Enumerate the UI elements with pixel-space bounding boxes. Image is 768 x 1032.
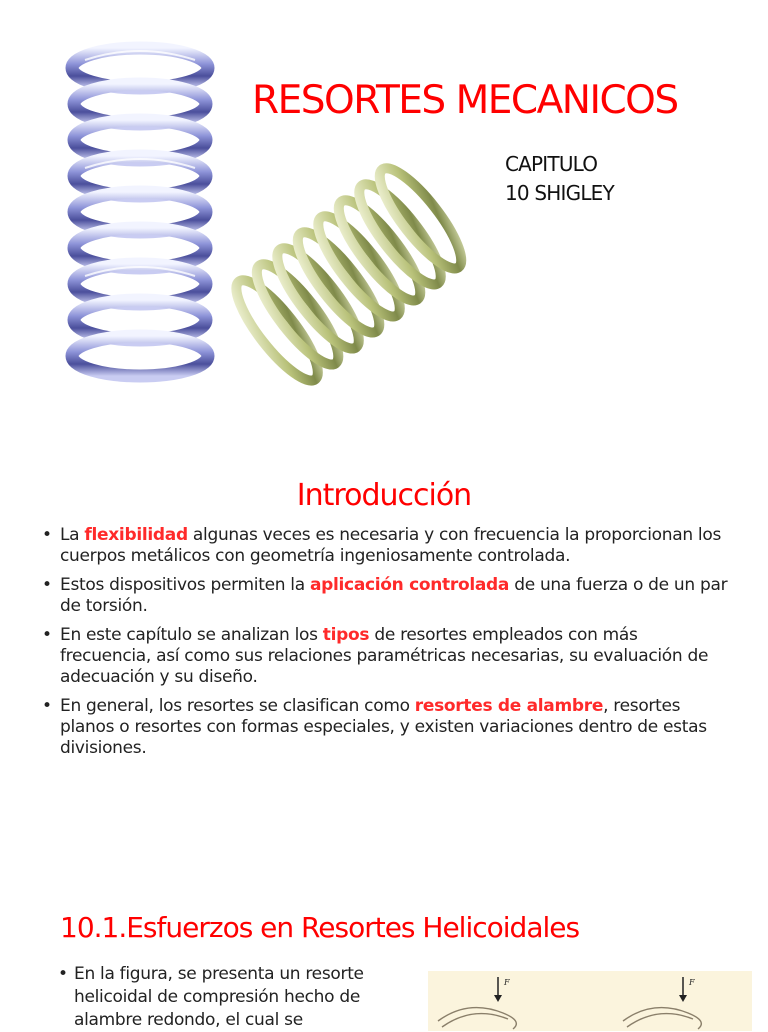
bullet-item (58, 963, 403, 1032)
bullet-text: En la figura, se presenta un resorte helicoidal de compresión hecho de alambre redondo, el cual se (74, 964, 364, 1030)
bullet-icon: • (42, 625, 52, 645)
intro-bullet-list (42, 525, 732, 767)
force-label: F (689, 978, 695, 987)
bullet-item: • En general, los resortes se clasifican como resortes de alambre, resortes planos o resortes con formas especiales, y existen variaciones dentro de estas divisiones. (42, 696, 707, 758)
highlight-text: flexibilidad (84, 525, 188, 545)
bullet-item: • Estos dispositivos permiten la aplicación controlada de una fuerza o de un par de torsión. (42, 575, 728, 616)
slide-subtitle: CAPITULO 10 SHIGLEY (505, 152, 614, 205)
title-slide (0, 0, 768, 440)
bullet-item: • La flexibilidad algunas veces es necesaria y con frecuencia la proporcionan los cuerpos metálicos con geometría ingeniosamente controlada. (42, 525, 722, 566)
highlight-text: aplicación controlada (309, 575, 510, 595)
bullet-icon: • (58, 964, 68, 984)
bullet-icon: • (42, 575, 52, 595)
section-slide (0, 885, 768, 1030)
green-spring-image (218, 150, 478, 400)
slide-title: RESORTES MECANICOS (252, 78, 678, 123)
section-heading: 10.1.Esfuerzos en Resortes Helicoidales (60, 911, 580, 944)
intro-slide (0, 450, 768, 880)
blue-spring-image (55, 30, 225, 400)
bullet-icon: • (42, 696, 52, 716)
highlight-text: resortes de alambre (414, 696, 604, 716)
force-label: F (504, 978, 510, 987)
intro-heading: Introducción (296, 478, 472, 513)
bullet-icon: • (42, 525, 52, 545)
highlight-text: tipos (322, 625, 370, 645)
bullet-item: • En este capítulo se analizan los tipos de resortes empleados con más frecuencia, así como sus relaciones paramétricas necesarias, su evaluación de adecuación y su diseño. (42, 625, 709, 687)
spring-figure (428, 971, 752, 1031)
section-bullet-list (58, 963, 403, 1032)
